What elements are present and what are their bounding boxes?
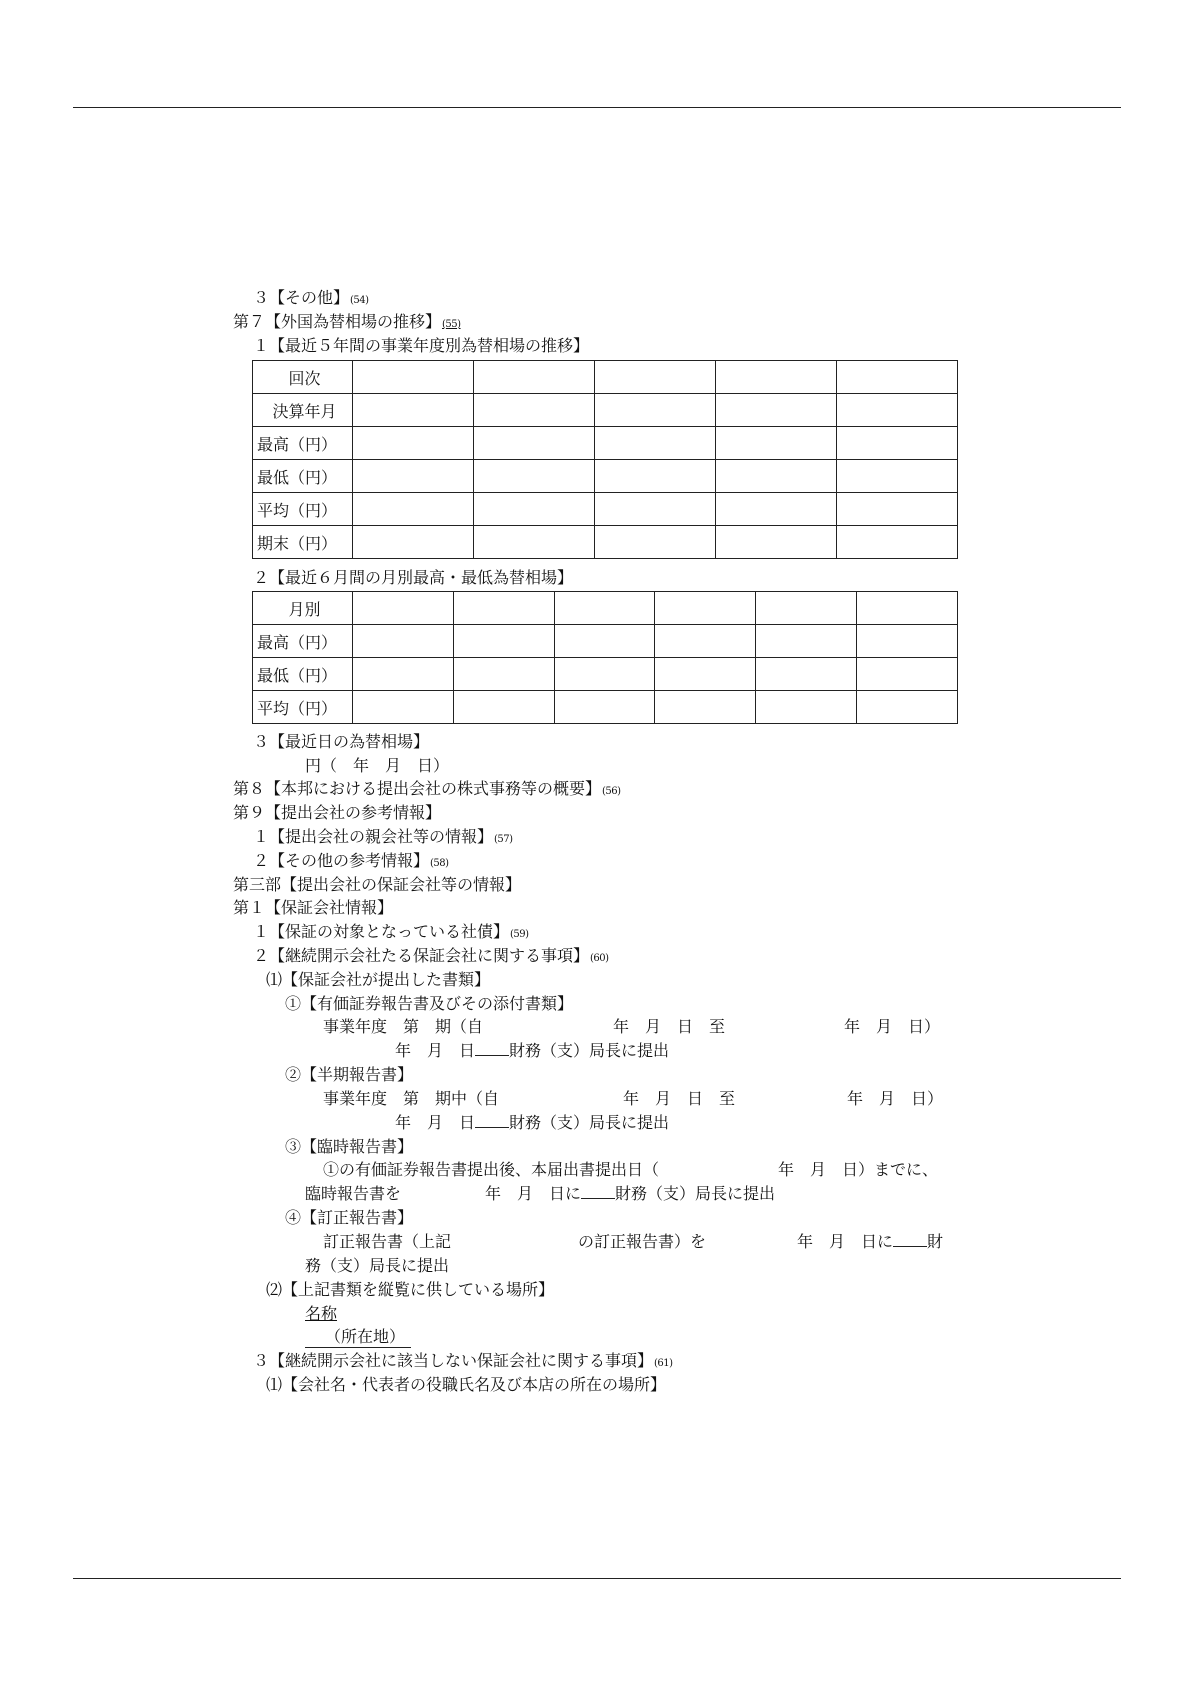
table-cell[interactable]	[353, 625, 454, 658]
table-cell[interactable]	[474, 427, 595, 460]
table-cell[interactable]	[716, 493, 837, 526]
table-cell[interactable]	[554, 625, 655, 658]
wrap-text: 財	[927, 1232, 944, 1251]
table-cell[interactable]	[655, 691, 756, 724]
table-cell[interactable]	[474, 493, 595, 526]
table-cell[interactable]	[353, 427, 474, 460]
table-row	[253, 427, 958, 460]
item-4-line-1: 訂正報告書（上記	[323, 1232, 452, 1251]
chapter-9-heading: 第９【提出会社の参考情報】	[233, 803, 442, 822]
table-cell[interactable]	[353, 691, 454, 724]
chapter-7-heading	[233, 312, 461, 335]
table-cell[interactable]	[353, 526, 474, 559]
item-1-line-1-end: 年 月 日）	[844, 1017, 941, 1036]
table-cell[interactable]	[716, 460, 837, 493]
item-2-line-2	[395, 1113, 669, 1133]
part3-section-1-heading	[253, 922, 529, 945]
item-4-line-1-end	[797, 1232, 943, 1252]
table-row	[253, 691, 958, 724]
date-text: 年 月 日に	[485, 1184, 582, 1203]
part3-section-2-heading	[253, 946, 609, 969]
table-cell[interactable]	[716, 394, 837, 427]
blank-underline	[893, 1232, 927, 1247]
row-header: 最高（円）	[253, 625, 353, 658]
table-cell[interactable]	[716, 526, 837, 559]
section-7-1-heading: １【最近５年間の事業年度別為替相場の推移】	[253, 336, 590, 355]
table-cell[interactable]	[595, 427, 716, 460]
subsection-2-heading: ⑵【上記書類を縦覧に供している場所】	[266, 1280, 555, 1299]
table-cell[interactable]	[595, 361, 716, 394]
item-2-line-1-end: 年 月 日）	[847, 1089, 944, 1108]
table-cell[interactable]	[837, 526, 958, 559]
table-cell[interactable]	[353, 394, 474, 427]
row-header: 回次	[253, 361, 353, 394]
table-cell[interactable]	[353, 493, 474, 526]
table-cell[interactable]	[474, 394, 595, 427]
latest-rate-line: 円（ 年 月 日）	[305, 756, 450, 775]
table-cell[interactable]	[756, 592, 857, 625]
section-label: ３【継続開示会社に該当しない保証会社に関する事項】	[253, 1351, 654, 1370]
blank-underline	[475, 1113, 509, 1128]
part-3-heading: 第三部【提出会社の保証会社等の情報】	[233, 875, 522, 894]
section-label: ２【その他の参考情報】	[253, 851, 430, 870]
table-cell[interactable]	[837, 493, 958, 526]
table-cell[interactable]	[756, 625, 857, 658]
section-7-3-heading: ３【最近日の為替相場】	[253, 732, 430, 751]
submission-text: 財務（支）局長に提出	[615, 1184, 776, 1203]
section-label: １【保証の対象となっている社債】	[253, 922, 510, 941]
item-1-line-2	[395, 1041, 669, 1061]
part3-chapter-1-heading: 第１【保証会社情報】	[233, 898, 394, 917]
section-other	[253, 288, 369, 311]
table-cell[interactable]	[474, 361, 595, 394]
section-label: 第８【本邦における提出会社の株式事務等の概要】	[233, 779, 602, 798]
row-header: 最低（円）	[253, 460, 353, 493]
item-3-heading: ③【臨時報告書】	[285, 1137, 414, 1156]
table-row	[253, 460, 958, 493]
place-address	[305, 1327, 411, 1348]
table-cell[interactable]	[655, 625, 756, 658]
table-row	[253, 361, 958, 394]
address-text: （所在地）	[305, 1327, 411, 1348]
period-start: 事業年度 第 期（自	[323, 1017, 484, 1036]
item-2-heading: ②【半期報告書】	[285, 1065, 414, 1084]
table-cell[interactable]	[554, 658, 655, 691]
annual-exchange-rate-table	[252, 360, 958, 559]
date-text: 年 月 日	[395, 1041, 476, 1060]
table-row	[253, 493, 958, 526]
section-label: 第７【外国為替相場の推移】	[233, 312, 442, 331]
item-3-line-1-end: 年 月 日）までに、	[778, 1160, 939, 1179]
table-cell[interactable]	[353, 460, 474, 493]
subsection-3-heading: ⑴【会社名・代表者の役職氏名及び本店の所在の場所】	[266, 1375, 667, 1394]
blank-underline	[475, 1041, 509, 1056]
table-cell[interactable]	[756, 658, 857, 691]
table-row	[253, 592, 958, 625]
note-ref: (55)	[442, 319, 461, 330]
table-cell[interactable]	[353, 592, 454, 625]
item-1-line-1	[323, 1017, 483, 1037]
table-cell[interactable]	[595, 460, 716, 493]
table-cell[interactable]	[716, 427, 837, 460]
table-cell[interactable]	[453, 625, 554, 658]
section-label: ３【その他】	[253, 288, 350, 307]
section-label: ２【継続開示会社たる保証会社に関する事項】	[253, 946, 590, 965]
item-4-line-1-mid: の訂正報告書）を	[578, 1232, 707, 1251]
table-row	[253, 526, 958, 559]
table-cell[interactable]	[554, 691, 655, 724]
table-cell[interactable]	[837, 460, 958, 493]
note-ref: (58)	[430, 858, 449, 869]
table-row	[253, 394, 958, 427]
table-cell[interactable]	[474, 526, 595, 559]
section-label: １【提出会社の親会社等の情報】	[253, 827, 494, 846]
item-2-line-1: 事業年度 第 期中（自	[323, 1089, 500, 1108]
subsection-1-heading: ⑴【保証会社が提出した書類】	[266, 970, 491, 989]
row-header: 月別	[253, 592, 353, 625]
table-cell[interactable]	[554, 592, 655, 625]
table-cell[interactable]	[857, 691, 958, 724]
note-ref: (61)	[654, 1358, 673, 1369]
table-cell[interactable]	[756, 691, 857, 724]
note-ref: (60)	[590, 953, 609, 964]
section-9-2-heading	[253, 851, 449, 874]
table-cell[interactable]	[837, 427, 958, 460]
table-cell[interactable]	[453, 691, 554, 724]
item-2-line-1-mid: 年 月 日 至	[623, 1089, 736, 1108]
table-cell[interactable]	[453, 658, 554, 691]
row-header: 最高（円）	[253, 427, 353, 460]
table-row	[253, 658, 958, 691]
table-cell[interactable]	[353, 361, 474, 394]
table-cell[interactable]	[453, 592, 554, 625]
table-cell[interactable]	[655, 592, 756, 625]
submission-text: 財務（支）局長に提出	[509, 1113, 670, 1132]
table-cell[interactable]	[716, 361, 837, 394]
table-cell[interactable]	[595, 493, 716, 526]
table-cell[interactable]	[655, 658, 756, 691]
row-header: 平均（円）	[253, 691, 353, 724]
item-3-line-2-end	[485, 1184, 775, 1204]
note-ref: (57)	[494, 834, 513, 845]
row-header: 期末（円）	[253, 526, 353, 559]
chapter-8-heading	[233, 779, 621, 802]
monthly-exchange-rate-table	[252, 591, 958, 724]
section-7-2-heading: ２【最近６月間の月別最高・最低為替相場】	[253, 568, 574, 587]
date-text: 年 月 日に	[797, 1232, 894, 1251]
table-cell[interactable]	[595, 526, 716, 559]
table-cell[interactable]	[353, 658, 454, 691]
submission-text: 財務（支）局長に提出	[509, 1041, 670, 1060]
item-1-line-1-mid: 年 月 日 至	[613, 1017, 726, 1036]
row-header: 最低（円）	[253, 658, 353, 691]
blank-underline	[581, 1184, 615, 1199]
date-text: 年 月 日	[395, 1113, 476, 1132]
row-header: 決算年月	[253, 394, 353, 427]
table-cell[interactable]	[857, 625, 958, 658]
item-4-line-2: 務（支）局長に提出	[305, 1256, 450, 1275]
section-9-1-heading	[253, 827, 513, 850]
footer-rule	[73, 1578, 1121, 1579]
item-4-heading: ④【訂正報告書】	[285, 1208, 414, 1227]
row-header: 平均（円）	[253, 493, 353, 526]
note-ref: (59)	[510, 929, 529, 940]
note-ref: (56)	[602, 786, 621, 797]
table-cell[interactable]	[837, 394, 958, 427]
table-cell[interactable]	[595, 394, 716, 427]
place-name: 名称	[305, 1304, 338, 1323]
table-cell[interactable]	[474, 460, 595, 493]
note-ref: (54)	[350, 295, 369, 306]
header-rule	[73, 107, 1121, 108]
item-3-line-1: ①の有価証券報告書提出後、本届出書提出日（	[323, 1160, 660, 1179]
table-cell[interactable]	[857, 658, 958, 691]
item-1-heading: ①【有価証券報告書及びその添付書類】	[285, 994, 574, 1013]
item-3-line-2: 臨時報告書を	[305, 1184, 402, 1203]
part3-section-3-heading	[253, 1351, 673, 1374]
table-row	[253, 625, 958, 658]
table-cell[interactable]	[857, 592, 958, 625]
table-cell[interactable]	[837, 361, 958, 394]
